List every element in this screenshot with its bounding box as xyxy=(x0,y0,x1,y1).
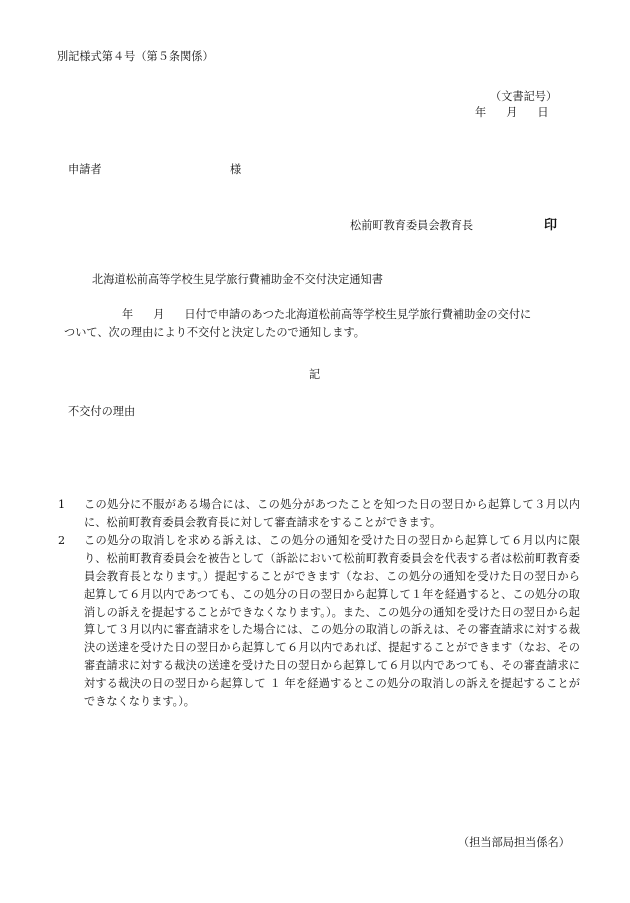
ki-marker: 記 xyxy=(309,368,321,381)
date-month: 月 xyxy=(506,106,518,119)
applicant-label: 申請者 xyxy=(68,163,102,176)
note-number: 1 xyxy=(58,498,66,511)
seal-mark: 印 xyxy=(544,218,558,233)
form-number: 別記様式第４号（第５条関係） xyxy=(57,50,214,63)
body-date-year: 年 xyxy=(122,308,134,321)
date-year: 年 xyxy=(475,106,487,119)
note-item xyxy=(58,496,580,532)
contact-department: （担当部局担当係名） xyxy=(458,836,570,849)
note-item xyxy=(58,532,580,711)
date-day: 日 xyxy=(537,106,549,119)
applicant-line xyxy=(68,161,242,179)
body-date-month: 月 xyxy=(153,308,165,321)
notice-body-line1 xyxy=(64,306,576,324)
document-title: 北海道松前高等学校生見学旅行費補助金不交付決定通知書 xyxy=(92,273,383,286)
issuer-name: 松前町教育委員会教育長 xyxy=(350,219,474,232)
applicant-honorific: 様 xyxy=(230,163,242,176)
body-line1-text: 日付で申請のあつた北海道松前高等学校生見学旅行費補助金の交付に xyxy=(184,308,532,321)
note-text: この処分の取消しを求める訴えは、この処分の通知を受けた日の翌日から起算して６月以内に限り、松前町教育委員会を被告として（訴訟において松前町教育委員会を代表する者は松前町教育委員会教育長となります。）提起することができます（なお、この処分の通知を受けた日の翌日から起算して６月以内であつても、この処分の日の翌日から起算して１年を経過すると、この処分の取消しの訴えを提起することができなくなります。）。また、この処分の通知を受けた日の翌日から起算して３月以内に審査請求をした場合には、この処分の取消しの訴えは、その審査請求に対する裁決の送達を受けた日の翌日から起算して６月以内であれば、提起することができます（なお、その審査請求に対する裁決の送達を受けた日の翌日から起算して６月以内であつても、その審査請求に対する裁決の日の翌日から起算して １ 年を経過するとこの処分の取消しの訴えを提起することができなくなります。）。 xyxy=(84,533,580,709)
notes-list xyxy=(58,496,580,711)
notice-body xyxy=(64,306,576,342)
issue-date xyxy=(475,104,549,122)
notice-body-line2: ついて、次の理由により不交付と決定したので通知します。 xyxy=(64,325,365,339)
note-number: 2 xyxy=(58,533,66,547)
document-number: （文書記号） xyxy=(490,90,558,103)
note-text: この処分に不服がある場合には、この処分があつたことを知つた日の翌日から起算して３月以内に、松前町教育委員会教育長に対して審査請求をすることができます。 xyxy=(84,498,580,529)
reason-label: 不交付の理由 xyxy=(68,405,136,418)
